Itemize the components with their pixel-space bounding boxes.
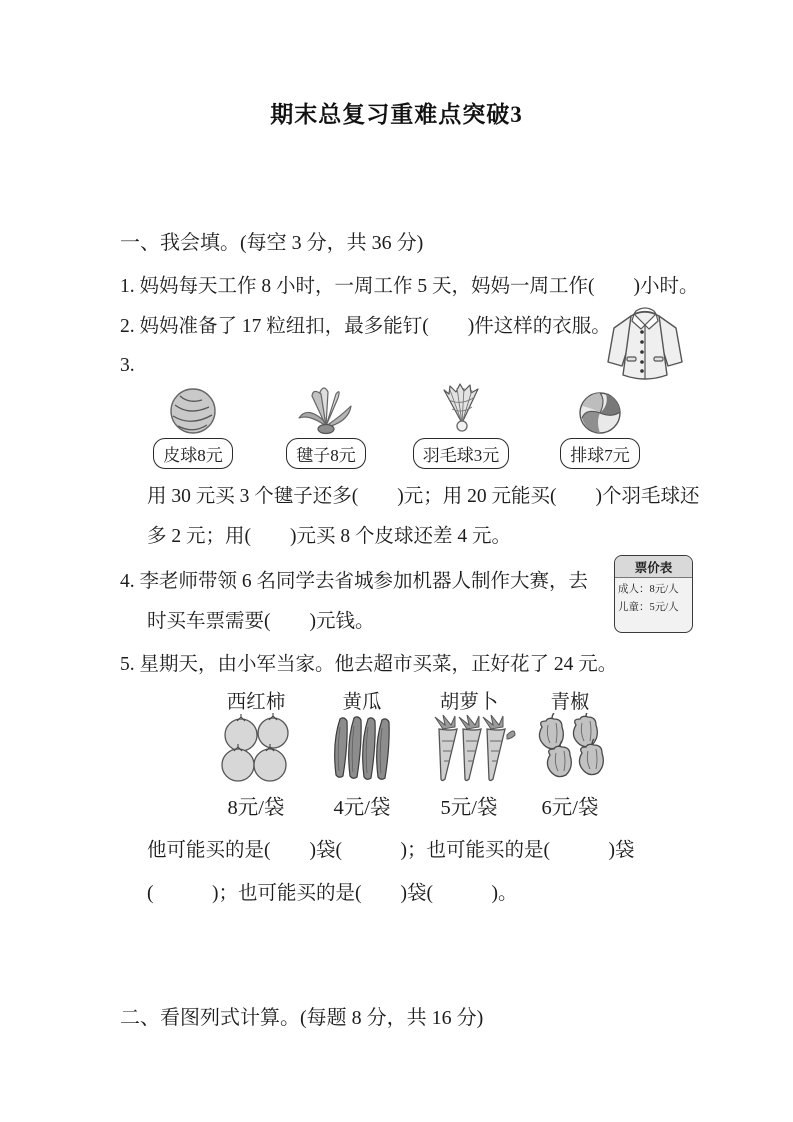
tomatoes-icon [213,712,299,786]
ball-label: 皮球8元 [153,438,233,469]
vegetable-name: 胡萝卜 [439,692,499,713]
question-3-line1: 用 30 元买 3 个毽子还多( )元；用 20 元能买( )个羽毛球还 [147,486,700,507]
ticket-price-table [614,555,693,633]
ball-label: 排球7元 [560,438,640,469]
question-1: 1. 妈妈每天工作 8 小时，一周工作 5 天，妈妈一周工作( )小时。 [120,276,699,297]
question-5-line1: 他可能买的是( )袋( )；也可能买的是( )袋 [147,840,635,861]
cucumbers-icon [320,712,404,786]
ticket-child-price: 儿童：5元/人 [618,602,679,613]
coat-icon [601,299,689,389]
section-two-heading: 二、看图列式计算。(每题 8 分，共 16 分) [120,1007,484,1029]
ball-label: 毽子8元 [286,438,366,469]
ticket-adult-price: 成人：8元/人 [618,584,679,595]
question-5-line2: ( )；也可能买的是( )袋( )。 [147,883,518,904]
question-5: 5. 星期天，由小军当家。他去超市买菜，正好花了 24 元。 [120,654,618,675]
ball-item [276,382,376,469]
green-peppers-icon [528,712,612,786]
vegetable-name: 西红柿 [226,692,286,713]
question-3-line2: 多 2 元；用( )元买 8 个皮球还差 4 元。 [147,526,511,547]
ball-item [552,382,648,469]
question-4-line2: 时买车票需要( )元钱。 [147,611,375,632]
worksheet-title: 期末总复习重难点突破3 [270,102,523,127]
ball-item [413,382,509,469]
jianzi-shuttlecock-icon [293,382,359,436]
vegetable-price: 8元/袋 [227,797,285,819]
ticket-table-title: 票价表 [615,556,692,578]
vegetable-price: 5元/袋 [440,797,498,819]
vegetable-item [412,686,526,820]
question-4-line1: 4. 李老师带领 6 名同学去省城参加机器人制作大赛，去 [120,571,589,592]
ball-label: 羽毛球3元 [413,438,510,469]
badminton-shuttlecock-icon [436,382,486,436]
vegetable-price: 6元/袋 [541,797,599,819]
vegetable-name: 青椒 [550,692,590,713]
vegetable-price: 4元/袋 [333,797,391,819]
section-one-heading: 一、我会填。(每空 3 分，共 36 分) [120,232,424,254]
volleyball-icon [576,382,624,436]
vegetable-item [516,686,624,820]
rubber-ball-icon [167,382,219,436]
vegetable-item [308,686,416,820]
ball-item [143,382,243,469]
carrots-icon [421,712,517,786]
question-2: 2. 妈妈准备了 17 粒纽扣，最多能钉( )件这样的衣服。 [120,316,611,337]
vegetable-name: 黄瓜 [342,692,382,713]
question-3-number: 3. [120,355,135,376]
vegetable-item [200,686,312,820]
